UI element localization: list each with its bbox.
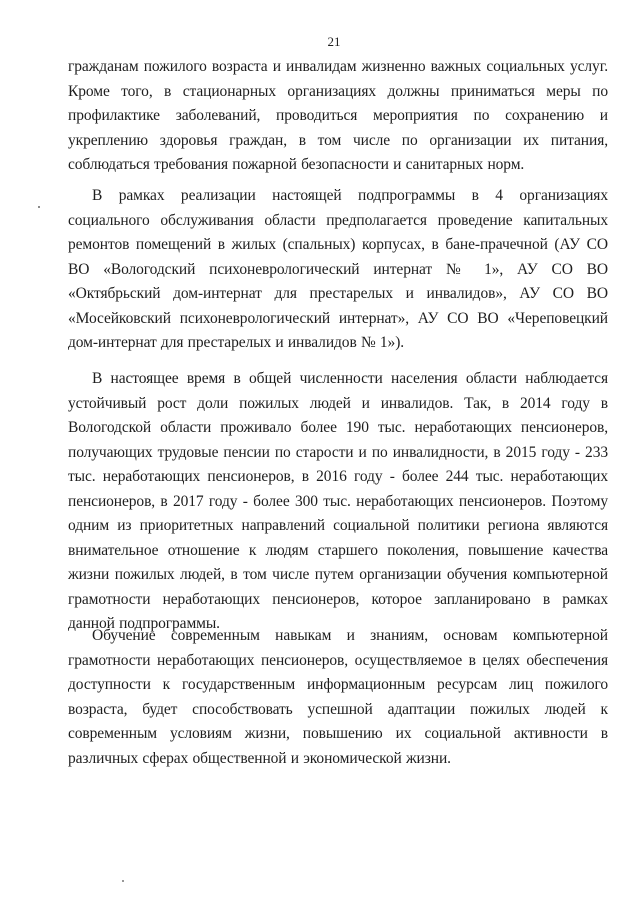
page-number: 21 xyxy=(327,34,341,49)
paragraph-pensioners-growth: В настоящее время в общей численности населения области наблюдается устойчивый рост доли пожилых людей и инвалидов. Так, в 2014 году в Вологодской области проживало более 190 тыс. неработающих пенсионеров, получающих трудовые пенсии по старости и по инвалидности, в 2015 году - 233 тыс. неработающих пенсионеров, в 2016 году - более 244 тыс. неработающих пенсионеров, в 2017 году - более 300 тыс. неработающих пенсионеров. Поэтому одним из приоритетных направлений социальной политики региона являются внимательное отношение к людям старшего поколения, повышение качества жизни пожилых людей, в том числе путем организации обучения компьютерной грамотности неработающих пенсионеров, которое запланировано в рамках данной подпрограммы. xyxy=(68,370,608,632)
scan-speck-bottom xyxy=(122,880,124,882)
paragraph-continued: гражданам пожилого возраста и инвалидам жизненно важных социальных услуг. Кроме того, в стационарных организациях должны приниматься меры по профилактике заболеваний, проводиться мероприятия по сохранению и укреплению здоровья граждан, в том числе по организации их питания, соблюдаться требования пожарной безопасности и санитарных норм. xyxy=(68,58,608,173)
paragraph-computer-literacy: Обучение современным навыкам и знаниям, основам компьютерной грамотности неработающих пенсионеров, осуществляемое в целях обеспечения доступности к государственным информационным ресурсам лиц пожилого возраста, будет способствовать успешной адаптации пожилых людей к современным условиям жизни, повышению их социальной активности в различных сферах общественной и экономической жизни. xyxy=(68,627,608,767)
paragraph-capital-repairs: В рамках реализации настоящей подпрограммы в 4 организациях социального обслуживания области предполагается проведение капитальных ремонтов помещений в жилых (спальных) корпусах, в бане-прачечной (АУ СО ВО «Вологодский психоневрологический интернат № 1», АУ СО ВО «Октябрьский дом-интернат для престарелых и инвалидов», АУ СО ВО «Мосейковский психоневрологический интернат», АУ СО ВО «Череповецкий дом-интернат для престарелых и инвалидов № 1»). xyxy=(68,187,608,351)
scan-speck xyxy=(38,206,40,208)
